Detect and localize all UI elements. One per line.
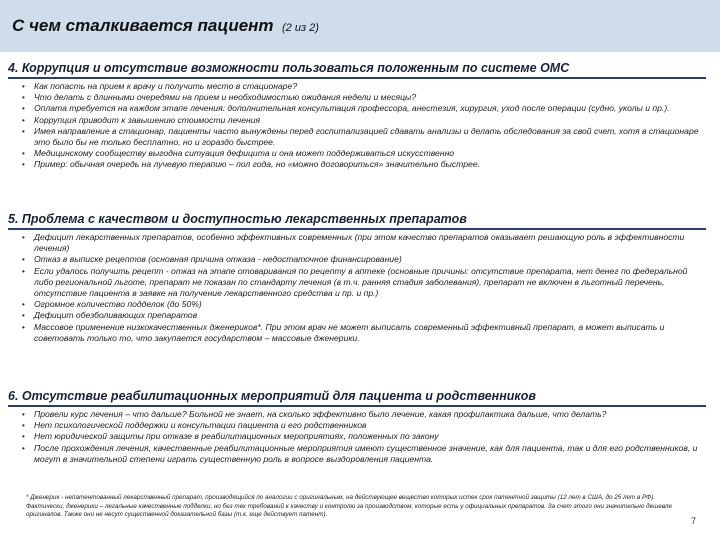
footnote: * Дженерик - непатентованный лекарственный препарат, производящийся по аналогии с оригинальным, на действующее вещество которых истек срок патентной защиты (12 лет в США, до 25 лет в РФ). Фактически, дженерики – легальные качественные подделки, но без тех требований к качеству и контролю за производством, которые есть у официальных препаратов. За счет этого они значительно дешевле оригиналов. Также они не несут существенной доказательной базы (т.к. еще действует патент). <box>26 494 672 519</box>
list-item: • Имея направление в стационар, пациенты часто вынуждены перед госпитализацией сдавать анализы и делать обследования за свой счет, хотя в стационаре это было бы не только бесплатно, но и гораздо быстрее. <box>22 125 699 148</box>
list-item: • Пример: обычная очередь на лучевую терапию – пол года, но «можно договориться» значительно быстрее. <box>22 159 480 170</box>
bullet-icon: • <box>22 115 25 125</box>
bullet-icon: • <box>22 322 25 332</box>
bullet-icon: • <box>22 82 25 91</box>
bullet-list <box>0 409 720 465</box>
section-corruption <box>0 61 720 171</box>
bullet-icon: • <box>22 93 25 103</box>
list-item: • Огромное количество подделок (до 50%) <box>22 299 202 310</box>
list-item: • После прохождения лечения, качественные реабилитационные мероприятия имеют существенное значение, как для пациента, так и для его родственников, и могут в значительной степени играть существенную роль в вопросе выздоровления пациента. <box>22 442 698 464</box>
bullet-icon: • <box>22 126 25 136</box>
list-item: • Дефицит лекарственных препаратов, особенно эффективных современных (при этом качество препаратов оказывает решающую роль в эффективности лечения) <box>22 232 685 254</box>
section-title: 4. Коррупция и отсутствие возможности пользоваться положенным по системе ОМС <box>8 61 706 79</box>
list-item: • Дефицит обезболивающих препаратов <box>22 310 198 321</box>
bullet-icon: • <box>22 255 25 265</box>
list-item: • Нет психологической поддержки и консультации пациента и его родственников <box>22 420 367 431</box>
list-item: • Отказ в выписке рецептов (основная причина отказа - недостаточное финансирование) <box>22 254 402 265</box>
section-title: 5. Проблема с качеством и доступностью лекарственных препаратов <box>8 212 706 230</box>
bullet-icon: • <box>22 311 25 321</box>
bullet-icon: • <box>22 266 25 276</box>
list-item: • Коррупция приводит к завышению стоимости лечения <box>22 114 261 125</box>
bullet-icon: • <box>22 160 25 170</box>
list-item: • Как попасть на прием к врачу и получить место в стационаре? <box>22 81 298 91</box>
list-item: • Оплата требуется на каждом этапе лечения: дополнительная консультация профессора, анестезия, хирургия, уход после операции (судно, уколы и пр.). <box>22 103 670 114</box>
bullet-icon: • <box>22 149 25 159</box>
bullet-icon: • <box>22 421 25 431</box>
list-item: • Медицинскому сообществу выгодна ситуация дефицита и она может поддерживаться искусственно <box>22 148 455 159</box>
section-title: 6. Отсутствие реабилитационных мероприятий для пациента и родственников <box>8 389 706 407</box>
list-item: • Если удалось получить рецепт - отказ на этапе отоваривания по рецепту в аптеке (основные причины: отсутствие препарата, нет денег по федеральной либо региональной льготе, препарат не показан по стандарту лечения (в т.ч. ранняя стадия заболевания), препарат не включен в льготный перечень, отсутствие пациента в заявке на получение лекарственного средства и пр. и пр.) <box>22 265 688 299</box>
slide-subtitle: (2 из 2) <box>282 22 319 34</box>
section-rehabilitation <box>0 389 720 465</box>
list-item: • Что делать с длинными очередями на прием и необходимостью ожидания недели и месяцы? <box>22 92 417 103</box>
bullet-icon: • <box>22 432 25 442</box>
slide-header <box>0 0 720 52</box>
list-item: • Нет юридической защиты при отказе в реабилитационных мероприятиях, положенных по закону <box>22 431 439 442</box>
section-medicines <box>0 212 720 344</box>
bullet-list <box>0 81 720 171</box>
bullet-icon: • <box>22 300 25 310</box>
bullet-icon: • <box>22 233 25 242</box>
list-item: • Провели курс лечения – что дальше? Больной не знает, на сколько эффективно было лечение, какая профилактика дальше, что делать? <box>22 409 607 419</box>
bullet-icon: • <box>22 443 25 453</box>
bullet-icon: • <box>22 410 25 419</box>
slide-title: С чем сталкивается пациент <box>12 16 274 35</box>
bullet-list <box>0 232 720 344</box>
list-item: • Массовое применение низкокачественных дженериков*. При этом врач не может выписать современный эффективный препарат, а может выписать и советовать только то, что закупается государством – массовые дженерики. <box>22 321 665 343</box>
bullet-icon: • <box>22 104 25 114</box>
page-number: 7 <box>690 516 696 526</box>
